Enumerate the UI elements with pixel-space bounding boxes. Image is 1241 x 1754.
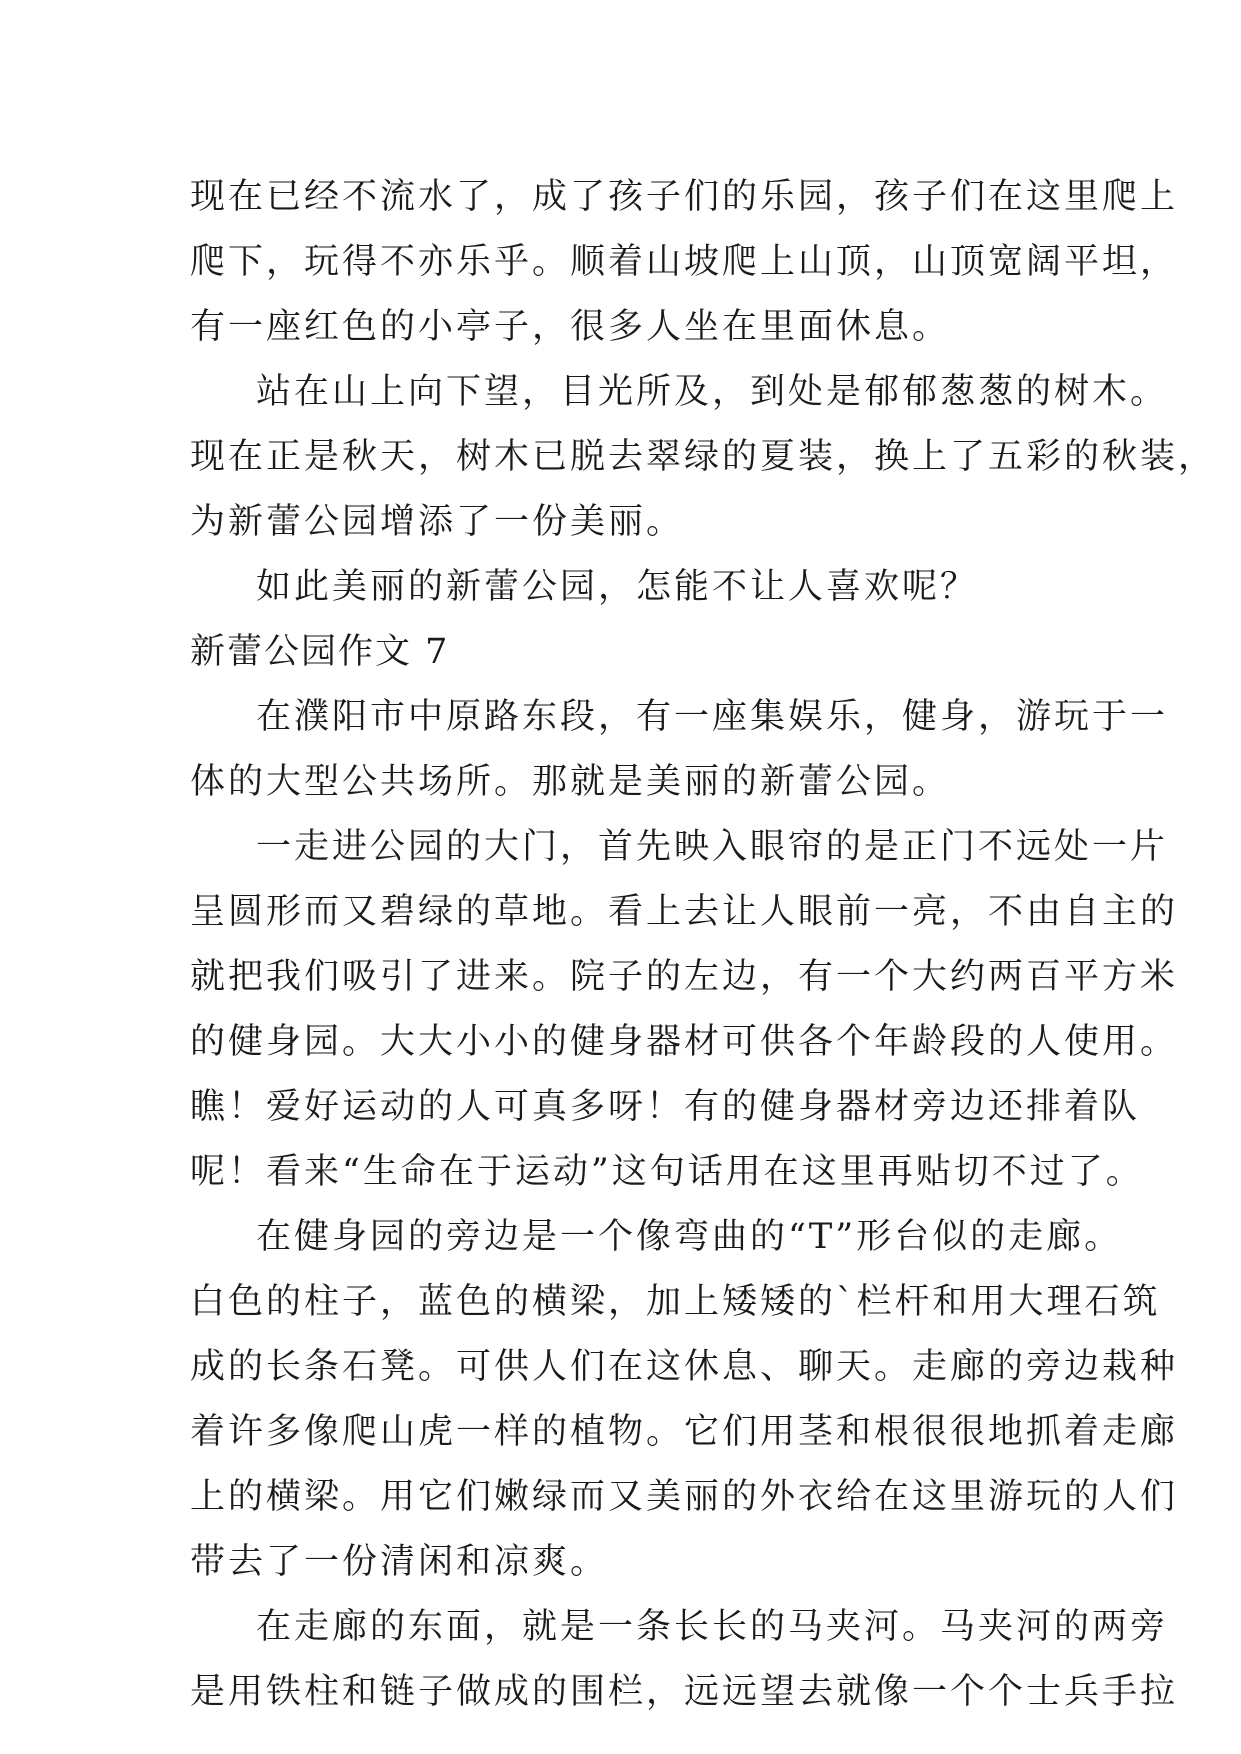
text-line: 的健身园。大大小小的健身器材可供各个年龄段的人使用。 (190, 1022, 1179, 1062)
section-heading: 新蕾公园作文 7 (190, 632, 450, 672)
text-line: 在濮阳市中原路东段，有一座集娱乐，健身，游玩于一 (256, 697, 1169, 737)
text-line: 上的横梁。用它们嫩绿而又美丽的外衣给在这里游玩的人们 (190, 1477, 1179, 1517)
text-line: 爬下，玩得不亦乐乎。顺着山坡爬上山顶，山顶宽阔平坦， (190, 242, 1179, 282)
text-line: 有一座红色的小亭子，很多人坐在里面休息。 (190, 307, 951, 347)
text-line: 站在山上向下望，目光所及，到处是郁郁葱葱的树木。 (256, 372, 1169, 412)
text-line: 如此美丽的新蕾公园，怎能不让人喜欢呢？ (256, 567, 979, 607)
text-line: 带去了一份清闲和凉爽。 (190, 1542, 609, 1582)
text-line: 呈圆形而又碧绿的草地。看上去让人眼前一亮，不由自主的 (190, 892, 1179, 932)
text-line: 一走进公园的大门，首先映入眼帘的是正门不远处一片 (256, 827, 1169, 867)
text-line: 就把我们吸引了进来。院子的左边，有一个大约两百平方米 (190, 957, 1179, 997)
text-line: 现在已经不流水了，成了孩子们的乐园，孩子们在这里爬上 (190, 177, 1179, 217)
text-line: 为新蕾公园增添了一份美丽。 (190, 502, 685, 542)
text-line: 着许多像爬山虎一样的植物。它们用茎和根很很地抓着走廊 (190, 1412, 1179, 1452)
text-line: 在走廊的东面，就是一条长长的马夹河。马夹河的两旁 (256, 1607, 1169, 1647)
text-line: 白色的柱子，蓝色的横梁，加上矮矮的`栏杆和用大理石筑 (190, 1282, 1161, 1322)
text-line: 呢！看来“生命在于运动”这句话用在这里再贴切不过了。 (190, 1152, 1144, 1192)
text-line: 是用铁柱和链子做成的围栏，远远望去就像一个个士兵手拉 (190, 1672, 1179, 1712)
text-line: 成的长条石凳。可供人们在这休息、聊天。走廊的旁边栽种 (190, 1347, 1179, 1387)
text-line: 现在正是秋天，树木已脱去翠绿的夏装，换上了五彩的秋装， (190, 437, 1217, 477)
document-body (190, 165, 1217, 1725)
text-line: 瞧！爱好运动的人可真多呀！有的健身器材旁边还排着队 (190, 1087, 1141, 1127)
text-line: 体的大型公共场所。那就是美丽的新蕾公园。 (190, 762, 951, 802)
text-line: 在健身园的旁边是一个像弯曲的“T”形台似的走廊。 (256, 1217, 1123, 1257)
